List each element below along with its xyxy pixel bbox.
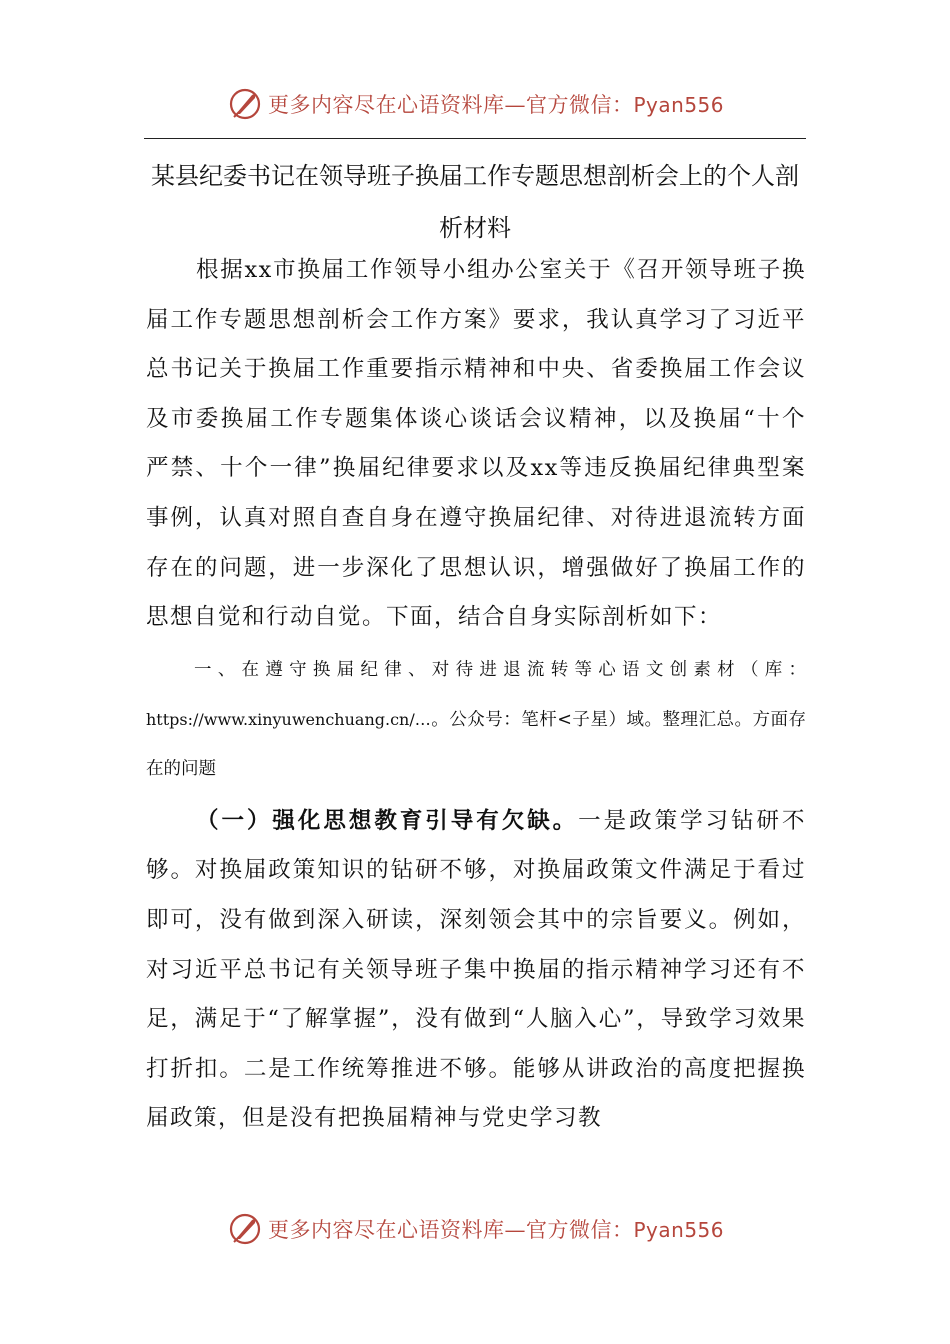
document-body	[146, 246, 806, 1144]
document-title: 某县纪委书记在领导班子换届工作专题思想剖析会上的个人剖析材料	[151, 162, 799, 242]
quill-logo-icon	[228, 87, 262, 121]
intro-paragraph: 根据xx市换届工作领导小组办公室关于《召开领导班子换届工作专题思想剖析会工作方案》要求，我认真学习了习近平总书记关于换届工作重要指示精神和中央、省委换届工作会议及市委换届工作专题集体谈心谈话会议精神，以及换届“十个严禁、十个一律”换届纪律要求以及xx等违反换届纪律典型案事例，认真对照自查自身在遵守换届纪律、对待进退流转方面存在的问题，进一步深化了思想认识，增强做好了换届工作的思想自觉和行动自觉。下面，结合自身实际剖析如下：	[146, 257, 806, 631]
subsection-1-paragraph: （一）强化思想教育引导有欠缺。一是政策学习钻研不够。对换届政策知识的钻研不够，对换届政策文件满足于看过即可，没有做到深入研读，深刻领会其中的宗旨要义。例如，对习近平总书记有关领导班子集中换届的指示精神学习还有不足，满足于“了解掌握”，没有做到“人脑入心”，导致学习效果打折扣。二是工作统筹推进不够。能够从讲政治的高度把握换届政策，但是没有把换届精神与党史学习教	[146, 807, 806, 1132]
section-heading-1: 一、在遵守换届纪律、对待进退流转等心语文创素材（库：https://www.xinyuwenchuang.cn/…。公众号：笔杆<子星）域。整理汇总。方面存在的问题	[146, 659, 806, 779]
banner-text: 更多内容尽在心语资料库—官方微信：Pyan556	[268, 1218, 725, 1242]
header-banner	[228, 84, 724, 124]
footer-banner	[228, 1209, 724, 1249]
header-divider	[144, 138, 806, 139]
quill-logo-icon	[228, 1212, 262, 1246]
banner-text: 更多内容尽在心语资料库—官方微信：Pyan556	[268, 93, 725, 117]
subsection-1-heading: （一）强化思想教育引导有欠缺。	[196, 807, 579, 834]
